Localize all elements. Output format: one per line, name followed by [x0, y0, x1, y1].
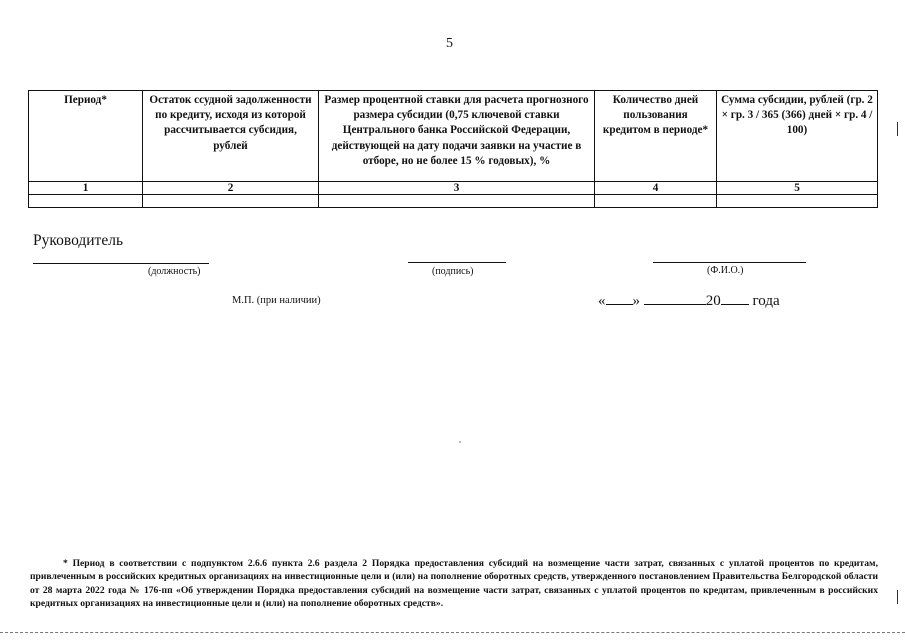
- footnote-text: * Период в соответствии с подпунктом 2.6.6 пункта 2.6 раздела 2 Порядка предоставления субсидий на возмещение части затрат, связанных с уплатой процентов по кредитам, привлеченным в российских кредитных организациях на инвестиционные цели и (или) на пополнение оборотных средств, утвержденного постановлением Правительства Белгородской области от 28 марта 2022 года № 176-пп «Об утверждении Порядка предоставления субсидий на возмещение части затрат, связанных с уплатой процентов по кредитам, привлеченным в российских кредитных организациях на инвестиционные цели и (или) на пополнение оборотных средств».: [30, 558, 878, 610]
- year-prefix: 20: [705, 293, 721, 309]
- header-interest-rate: Размер процентной ставки для расчета прогнозного размера субсидии (0,75 ключевой ставки Центрального банка Российской Федерации, действующей на дату подачи заявки на участие в отборе, но не более 15 % годовых), %: [319, 91, 595, 182]
- column-number-row: [29, 182, 878, 195]
- empty-cell: [595, 195, 717, 208]
- column-number: 1: [29, 182, 143, 195]
- page-bottom-edge: [0, 632, 905, 633]
- empty-cell: [319, 195, 595, 208]
- year-suffix: года: [752, 293, 780, 309]
- header-loan-balance: Остаток ссудной задолженности по кредиту, исходя из которой рассчитывается субсидия, рублей: [143, 91, 319, 182]
- year-blank: [721, 291, 749, 305]
- day-blank: [606, 291, 633, 305]
- page-number: 5: [446, 36, 453, 51]
- scan-speck: [459, 441, 461, 443]
- name-caption: (Ф.И.О.): [707, 265, 744, 276]
- column-number: 3: [319, 182, 595, 195]
- empty-cell: [143, 195, 319, 208]
- header-period: Период*: [29, 91, 143, 182]
- scan-mark: [897, 122, 898, 136]
- column-number: 2: [143, 182, 319, 195]
- header-days-count: Количество дней пользования кредитом в периоде*: [595, 91, 717, 182]
- position-line: [33, 263, 209, 264]
- table-header-row: [29, 91, 878, 182]
- stamp-label: М.П. (при наличии): [232, 295, 321, 306]
- column-number: 5: [717, 182, 878, 195]
- month-blank: [644, 291, 706, 305]
- header-subsidy-sum: Сумма субсидии, рублей (гр. 2 × гр. 3 / 365 (366) дней × гр. 4 / 100): [717, 91, 878, 182]
- scan-mark: [897, 590, 898, 604]
- empty-cell: [29, 195, 143, 208]
- date-close-quote: »: [632, 293, 640, 309]
- date-line: [598, 291, 780, 310]
- subsidy-table: [28, 90, 878, 208]
- name-line: [653, 262, 806, 263]
- column-number: 4: [595, 182, 717, 195]
- leader-label: Руководитель: [33, 232, 124, 249]
- empty-cell: [717, 195, 878, 208]
- position-caption: (должность): [148, 266, 201, 277]
- date-open-quote: «: [598, 293, 606, 309]
- empty-data-row: [29, 195, 878, 208]
- signature-line: [408, 262, 506, 263]
- signature-caption: (подпись): [432, 266, 474, 277]
- footnote: [30, 557, 878, 611]
